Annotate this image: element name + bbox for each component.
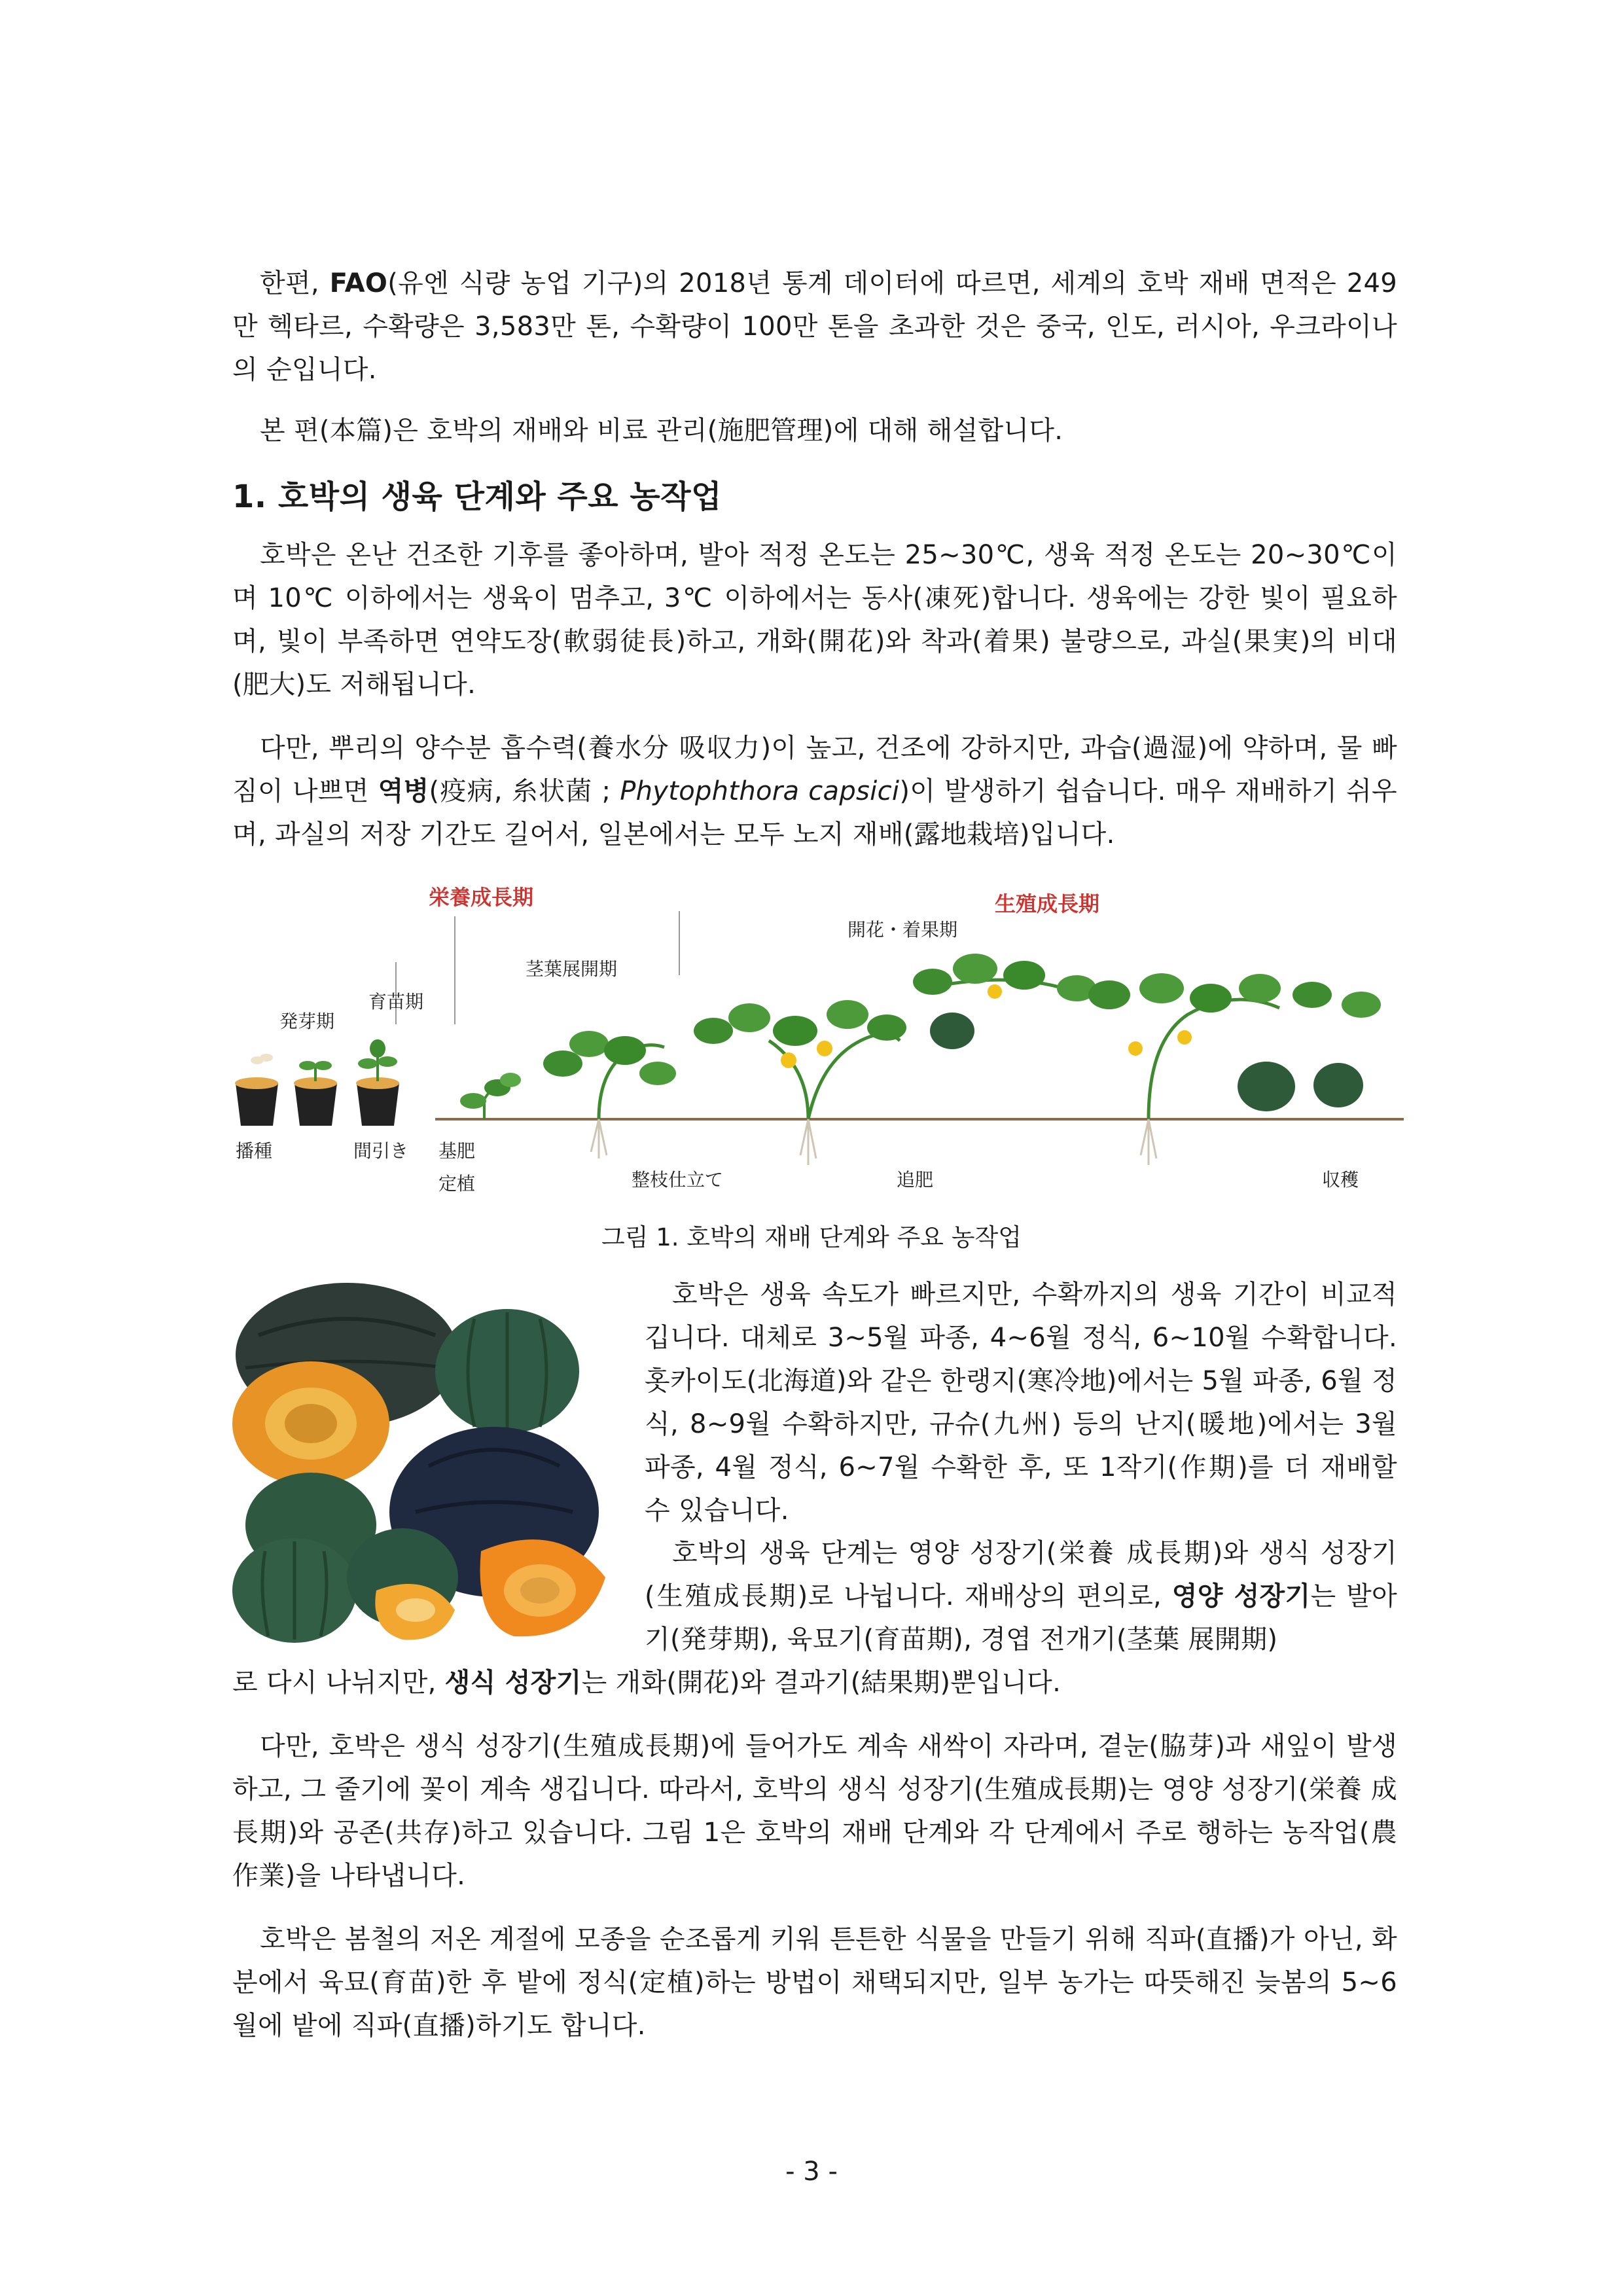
stage-division-paragraph: 호박의 생육 단계는 영양 성장기(栄養 成長期)와 생식 성장기(生殖成長期)로 나뉩니다. 재배상의 편의로, 영양 성장기는 발아기(発芽期), 육묘기(育苗期), 경엽 전개기(茎葉 展開期) [645,1538,1397,1655]
pot-icon [294,1061,337,1126]
climate-paragraph: 호박은 온난 건조한 기후를 좋아하며, 발아 적정 온도는 25~30℃, 생육 적정 온도는 20~30℃이며 10℃ 이하에서는 생육이 멈추고, 3℃ 이하에서는 동사(凍死)합니다. 생육에는 강한 빛이 필요하며, 빛이 부족하면 연약도장(軟弱徒長)하고, 개화(開花)와 착과(着果) 불량으로, 과실(果実)의 비대(肥大)도 저해됩니다. [232,540,1397,700]
figure-caption: 그림 1. 호박의 재배 단계와 주요 농작업 [601,1223,1022,1251]
page-number: - 3 - [785,2157,838,2187]
young-plant-icon [460,1073,521,1119]
growth-period-paragraph: 호박은 생육 속도가 빠르지만, 수확까지의 생육 기간이 비교적 깁니다. 대체로 3~5월 파종, 4~6월 정식, 6~10월 수확합니다. 홋카이도(北海道)와 같은 한랭지(寒冷地)에서는 5월 파종, 6월 정식, 8~9월 수확하지만, 규슈(九州) 등의 난지(暖地)에서는 3월 파종, 4월 정식, 6~7월 수확한 후, 또 1작기(作期)를 더 재배할 수 있습니다. [645,1280,1397,1526]
growing-plant-icon [543,1031,676,1158]
intro-paragraph [232,262,1397,391]
stage-reproductive-label: 生殖成長期 [995,891,1100,916]
disease-paragraph: 다만, 뿌리의 양수분 흡수력(養水分 吸収力)이 높고, 건조에 강하지만, 과습(過湿)에 약하며, 물 빠짐이 나쁘면 역병(疫病, 糸状菌 ; Phytophthora capsici)이 발생하기 쉽습니다. 매우 재배하기 쉬우며, 과실의 저장 기간도 길어서, 일본에서는 모두 노지 재배(露地栽培)입니다. [232,733,1397,850]
stem-leaf-label: 茎葉展開期 [526,958,618,980]
pot-icon [235,1054,278,1126]
pot-icon [356,1039,399,1126]
stage-vegetative-label: 栄養成長期 [429,885,534,910]
reproductive-term: 생식 성장기 [444,1668,582,1698]
pumpkin-photo [232,1283,622,1653]
fao-term: FAO [329,268,388,298]
harvest-label: 収穫 [1322,1169,1359,1191]
germination-label: 発芽期 [279,1011,335,1032]
intro-text: 한편, FAO(유엔 식량 농업 기구)의 2018년 통계 데이터에 따르면, 세계의 호박 재배 면적은 249만 헥타르, 수확량은 3,583만 톤, 수확량이 100만 톤을 초과한 것은 중국, 인도, 러시아, 우크라이나의 순입니다. [232,268,1397,385]
base-fertilizer-label: 基肥 [438,1140,476,1162]
fruiting-plant-icon [913,954,1381,1165]
sowing-label: 播種 [236,1140,273,1162]
section-heading: 1. 호박의 생육 단계와 주요 농작업 [232,478,722,515]
vegetative-term: 영양 성장기 [1171,1581,1311,1611]
flower-fruit-label: 開花・着果期 [847,919,958,941]
planting-label: 定植 [438,1173,476,1194]
seedling-method-paragraph: 호박은 봄철의 저온 계절에 모종을 순조롭게 키워 튼튼한 식물을 만들기 위해 직파(直播)가 아닌, 화분에서 육묘(育苗)한 후 밭에 정식(定植)하는 방법이 채택되지만, 일부 농가는 따뜻해진 늦봄의 5~6월에 밭에 직파(直播)하기도 합니다. [232,1924,1397,2041]
scope-paragraph: 본 편(本篇)은 호박의 재배와 비료 관리(施肥管理)에 대해 해설합니다. [260,416,1063,446]
coexistence-paragraph: 다만, 호박은 생식 성장기(生殖成長期)에 들어가도 계속 새싹이 자라며, 곁눈(脇芽)과 새잎이 발생하고, 그 줄기에 꽃이 계속 생깁니다. 따라서, 호박의 생식 성장기(生殖成長期)는 영양 성장기(栄養 成長期)와 공존(共存)하고 있습니다. 그림 1은 호박의 재배 단계와 각 단계에서 주로 행하는 농작업(農作業)을 나타냅니다. [232,1731,1397,1891]
pathogen-name: Phytophthora capsici [620,776,900,806]
pruning-label: 整枝仕立て [632,1169,724,1191]
top-dressing-label: 追肥 [897,1169,934,1191]
growth-stage-figure [232,877,1404,1204]
stage-division-continued: 로 다시 나뉘지만, 생식 성장기는 개화(開花)와 결과기(結果期)뿐입니다. [232,1668,1061,1698]
thinning-label: 間引き [353,1140,409,1162]
flowering-plant-icon [694,1000,906,1165]
seedling-label: 育苗期 [368,991,424,1013]
disease-term: 역병 [378,776,429,806]
